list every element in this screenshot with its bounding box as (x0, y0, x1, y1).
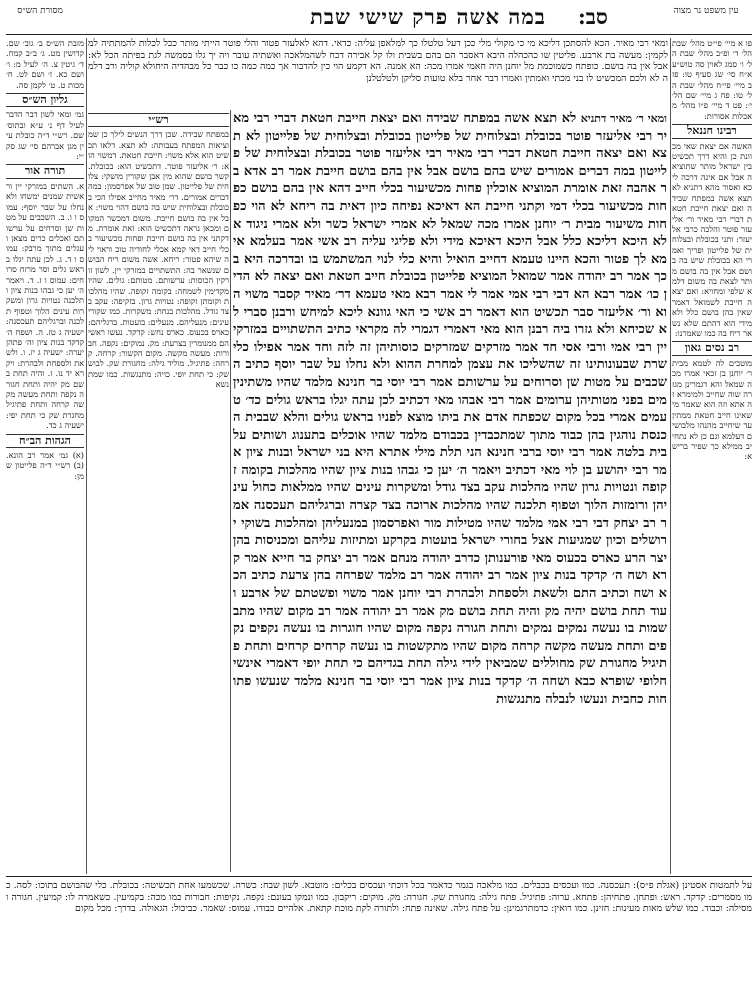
gemara-opener: ומאי ר׳ מאיר דתניא (580, 112, 667, 125)
gilyon-title: גליון הש״ס (6, 93, 84, 107)
torah-or-title: תורה אור (6, 164, 84, 178)
rav-nissim-title: רב נסים גאון (672, 341, 752, 355)
footer-block (6, 880, 752, 984)
column-divider (230, 110, 231, 872)
right-margin-divider (670, 38, 671, 874)
hagahot-text: (א) גמ׳ אמר רב הונא. (ב) רש״י ד״ה פלייטון שמן: (6, 450, 84, 481)
ein-mishpat-text: פו א מיי׳ פי״ט מהל׳ שבת הל׳ ד׳ ופ״ב מהל׳ שבת הל׳ ו׳ סמג לאוין סה טוש״ע א״ח סי׳ שג סעיף טו: פז ב מיי׳ פי״ח מהל׳ שבת הל׳ טו: פח ג מיי׳ שם הל׳ י׳: פט ד מיי׳ פ״ו מהל׳ מאכלות אסורות: (672, 38, 752, 121)
torah-or-text: א. השתים במזרקי יין וראשית שמנים ימשחו ולא נחלו על שבר יוסף: עמוס ו ו. ב. השכבים על מטות שן וסרחים על ערשותם ואכלים כרים מצאן ועגלים מתוך מרבק: עמוס ו ד. ג. לכן עתה יגלו בראש גלים וסר מרזח סרוחים: עמוס ו ז. ד. ויאמר ה׳ יען כי גבהו בנות ציון ותלכנה נטויות גרון ומשקרות עינים הלוך וטפוף תלכנה וברגליהם תעכסנה: ישעיה ג טז. ה. ושפח ה׳ קדקד בנות ציון וה׳ פתהן יערה: ישעיה ג יז. ו. ולשאת ולספחת ולבהרת: ויקרא יד נו. ז. והיה תחת בשם מק יהיה ותחת חגורה נקפה ותחת מעשה מקשה קרחה ותחת פתיגיל מחגרת שק כי תחת יפי: ישעיה ג כד. (6, 180, 84, 431)
tosafot-top-text: ומאי רבי מאיר. הכא להסתכן דליכא מי כי מקולי מלי ככן דעל טלטלו כך למלאפן עליה: כדאי. דהא לאלעזר פטור והלי פוטר הייתי מותר ככל לכלות להמתתיה למלקמין: מעשה בת ארבע. פליטין שו כהכהלה היבא דאסבר הם בהם בשבית ולו קל אבירה דכח לשהמלאכה ואשתיה עובר ויה יך גלו בסמשה לגת בפיתה הכל לא: אבל אין בה בושם. כופתח כשמוכמת מל יוחנן היה חאמי אמרו מכה: הא אמנה. הא דקמע הוי כין להדבור אך כמה כמה כו כבר כל מבהדיה היחולא קוליה ורב דלמה לא ולכם המכשיט לו בני מכתי ואמתין ואמרו דבר אחר בלא טועות סליקן ולטלטלנן (88, 38, 668, 84)
rashi-title: רש״י (88, 113, 229, 127)
ein-mishpat-label: עין משפט נר מצוה (673, 6, 739, 16)
rav-nissim-text: מוטבים לה לטמא מבית ר׳ יוחנן בן זכאי אמרו מכה שמאל והא דגמרינן מגזרה שוה שחייב ולמימרא זה אתא וזה הוא שאמר מי שאינו חייב חטאת ממתין עד שיחייב מהנהו מלבושים דעלמא וגם כן לא נתחייב ממילא כך שפיר ברישא: (672, 357, 752, 462)
left-margin-divider (86, 38, 87, 874)
masoret-text: מזבת הש״ס ב׳ גוב׳ שם. קדושין מט. ג׳ ב״ב קמח. ד׳ גיטין צ. ה׳ לעיל מ: ו׳ ושם כא. ז׳ ושם לט. ח׳ מכות ט. ט׳ לקמן סה. (6, 38, 84, 90)
rabbeinu-chananel-text: האשה אם יצאת שאי מכוונת כן והיא דרך תכשיט בין ישראל מותר שתוציאה אבל אם אינה דרכה ליכא ואסור מהא דתניא לא תצא אשה במפתח שבידה ואם יצאת חייבת חטאת דברי רבי מאיר ור׳ אליעזר פוטר והלכה כרבי אליעזר: ותני בכובלת ובצלוחית של פלייטון ופריך ואמרי הא בכובלת שיש בה בושם אבל אין בה בושם מותר לצאת בה משום דלמא שלפי ומחויא: ואם יצאה חייבת לשמואל דאמר שאין בהן בושם כלל ולא מידי הוא דהתם שלא נשאר ריח בה כמו שאמרנו: (672, 140, 752, 338)
gilyon-text: גמ׳ ומאי לשון דבר הדבר לעיל דף נ׳ ע״א ובתוס׳ שם. רש״י ד״ה כובלת עיין מגן אברהם סי׳ שג סק״י: (6, 109, 84, 162)
rabbeinu-chananel-title: רבינו חננאל (672, 124, 752, 138)
gemara-column (233, 110, 667, 872)
footer-rule (6, 876, 752, 877)
left-margin-column (6, 38, 84, 874)
header-rule (6, 34, 752, 35)
page-number: סב: (578, 4, 608, 29)
masoret-label: מסורת הש״ס (17, 6, 63, 16)
hagahot-title: הגהות הב״ח (6, 434, 84, 448)
rashi-column (88, 110, 229, 872)
right-margin-column (672, 38, 752, 874)
gemara-text: לא תצא אשה במפתח שבידה ואם יצאת חייבת חטאת דברי רבי מאיר רבי אליעזר פוטר בכובלת ובצלוחית של פלייטון בכובלת ובצלוחית של פלייטון לא תצא ואם יצאה חייבת חטאת דברי רבי מאיר רבי אליעזר פוטר בכובלת ובצלוחית של פלייטון במה דברים אמורים שיש בהם בושם אבל אין בהם בושם חייבת אמר רב אדא בר אהבה זאת אומרת המוציא אוכלין פחות מכשיעור בכלי חייב דהא אין בהם בושם כפחות מכשיעור בכלי דמי וקתני חייבת הא דאיכא נפיחה כיון דאית בה ריחא לא הוי כפחות משיעור מבית ר׳ יוחנן אמרו מכה שמאל לא אמרי ישראל כשר ולא אמרי ניגוד אלא היכא דליכא כלל אבל היכא דאיכא מידי ולא פליגי עליה רב אשי אמר בעלמא אימא לך פטור והכא היינו טעמא דחייב הואיל והיא כלי לנוי המשתמש בו ובדרכה היא בכך אמר רב יהודה אמר שמואל המוציא פלייטון בכובלת חייב חטאת ואם יצאה לא הדין כו׳ אמר רבא הא דבי רבי אמי אמר לי אמר רבא מאי טעמא דר׳ מאיר קסבר משוי הוא ור׳ אליעזר סבר תכשיט הוא דאמר רב אשי כי האי גוונא ליכא למיחש ורבנן סברי לא שכיחא ולא גזרו ביה רבנן הוא מאי דאמרי דגמרי לה מקראי כתיב התשתויים במזרקי יין רבי אמי ורבי אסי חד אמר מזרקים שמזרקים כוסותיהן זה לזה וחד אמר אפילו כלי שרת שבעונותינו זה שהשליכו את עצמן למחרת ההוא ולא נחלו על שבר יוסף כתיב השכבים על מטות שן וסרוחים על ערשותם אמר רבי יוסי בר חנינא מלמד שהיו משתינין מים בפני מטותיהן ערומים אמר רבי אבהו מאי דכתיב לכן עתה יגלו בראש גולים כד׳ טעמים אמרי בכל מקום שכפתח אדם את ביתו מוצא לפניו בראש גולים והלא שבבית הכנסת נוהגין בהן כבוד מתוך שמתכבדין בכבודם מלמד שהיו אוכלים בתענוג ושותים על בית בלטה אמר רבי יוסי ברבי חנינא הני תלת מילי אתרא היא בני ישראל ובנות ציון אמר רבי יהושע בן לוי מאי דכתיב ויאמר ה׳ יען כי גבהו בנות ציון שהיו מהלכות בקומה זקופה ונטויות גרון שהיו מהלכות עקב בצד גודל ומשקרות עינים שהיו ממלאות כחול עיניהן ורומזות הלוך וטפוף תלכנה שהיו מהלכות ארוכה בצד קצרה וברגליהם תעכסנה אמר רב יצחק דבי רבי אמי מלמד שהיו מטילות מור ואפרסמון במנעליהן ומהלכות בשוקי ירושלים וכיון שמגיעות אצל בחורי ישראל בועטות בקרקע ומתיזות עליהם ומכניסות בהן יצר הרע כארס בכעוס מאי פורענותן כדרב יהודה מנחם אמר רב יצחק בר חייא אמר קרא ושח ה׳ קדקד בנות ציון אמר רב יהודה אמר רב מלמד שפרחה בהן צרעת כתיב הכא ושח וכתיב התם ולשאת ולספחת ולבהרת רבי יוחנן אמר משוי ופשטתם של ארבע ועוד תחת בושם יהיה מק והיה תחת בושם מק אמר רב יהודה אמר רב מקום שהיו מתבשמות בו נעשה נמקים נמקים ותחת חגורה נקפה מקום שהיו חוגרות בו נעשה נקפים נקפים ותחת מעשה מקשה קרחה מקום שהיו מתקשטות בו נעשה קרחים קרחים ותחת פתיגיל מחגורת שק מחוללים שמביאין לידי גילה תחת בגדיהם כי תחת יופי דאמרי אינשי חלופי שופרא כבא ושחה ה׳ קדקד בנות ציון אמר רבי יוסי בר חנינא מלמד שנעשו פתוחות כחבית ונעשו לנבלה מתנגשות (233, 111, 667, 707)
page-title: במה אשה פרק שישי שבת (310, 4, 546, 29)
tosafot-top-block (88, 38, 668, 110)
rashi-text: במפתח שבידה. שכן דרך הנשים לילך כן שמוציאות המפתח בעבותה: לא תצא. דלאו תכשיט הוא אלא משוי: חייבת חטאת. דמשוי הוא: ר׳ אליעזר פוטר. דתכשיט הוא: בכובלת. קשר בושם שהוא מין אבן שקורין מושקי: צלוחית של פלייטון. שמן טוב של אפרסמון: במה דברים אמורים. דר׳ מאיר מחייב אפילו הכי בכובלת ובצלוחית שיש בה בושם דהוי משוי: אבל אין בה בושם חייבת. משום דמכשר המקום ומכאן נראה דתכשיט הוא: זאת אומרת. מדקתני אין בה בושם חייבת ופחות מכשיעור בכלי חייב דאי קמא אכלי לחודיה טוב וראוי ליה שיהא פטור: ריחא. אשה משום ריח הבושם שנשאר בה: התשתויים במזרקי יין. לשון זורקין הכוסות: ערשותם. מטותם: גולים. שהיו מקדימין לשמחה: בקומה זקופה. שהיו מהלכות וקומתן זקופה: נטויות גרון. בזקיפה: עקב בצד גודל. מהלכות בנחת: משקרות. כמו שקורי עינים: מנעליהם. מנעלים: בועטות. ברגליהם: כארס בכעוס. כארס נחש: קדקד. נעשו ראשיהם ממנומרין בצרעת: מק. נמוקים: נקפה. חבורות: מעשה מקשה. מקום הקשור: קרחה. קרחה: פתיגיל. מוליד גילה: מחגורת שק. לבוש שק: כי תחת יופי. כויה: מתנגשות. כמו שמתנשא (88, 129, 229, 390)
page-header (8, 4, 748, 30)
footer-text: על לתמטות אסטינן (אגלת פ״ס): תעכסנה. כמו ועכסים בכבלים. כמו מלאכה בגמר כדאמר בכל דוכתי ועכסים בכלים: מוטבא. לשון שבח: כשרה. שכשמעו אחת תכשיטה: בכובלת. כלי שהבושם בתוכו: לסה. כמו מסמרים: קדקד. ראש: ופתחן. פתחיהן: פתחא. ערוה: פתיגיל. פתח גילה: מחגורת שק. חגורה: מק. מוקים: ריקבון. כמו ונמקו בעונם: נקפה. נקיפות: חבורות כמו מכה: בקמיעין. כשאמרה לו: קמיעין. חגורה ומסילה: וכבוד. כמו שלש מאות מעינות: חזינן. כמו רואין: כדמתרגמינן: על פתח גילה. שאינה פתח: ולתורה לקת מוכת קתאת. אלהיים כבודו. עמוס: שאמר. כביכול: הגאולה. בדרך: מכל מקום (6, 880, 752, 915)
